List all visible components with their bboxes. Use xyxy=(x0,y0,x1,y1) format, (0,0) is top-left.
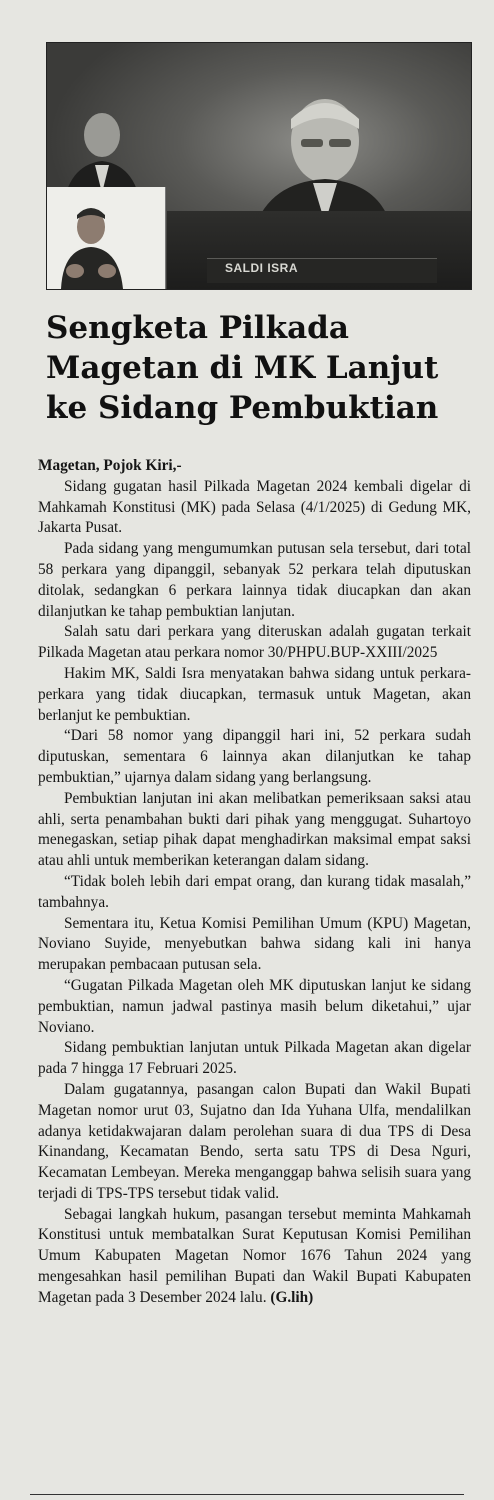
dateline: Magetan, Pojok Kiri,- xyxy=(38,457,182,474)
paragraph: Hakim MK, Saldi Isra menyatakan bahwa sidang untuk perkara-perkara yang tidak diucapkan, termasuk untuk Magetan, akan berlanjut ke pembuktian. xyxy=(38,664,471,724)
paragraph: Pada sidang yang mengumumkan putusan sela tersebut, dari total 58 perkara yang dipanggil, sebanyak 52 perkara telah diputuskan ditolak, sedangkan 6 perkara lainnya tidak diucapkan dan akan dilanjutkan ke tahap pembuktian lanjutan. xyxy=(38,540,471,620)
paragraph: “Gugatan Pilkada Magetan oleh MK diputuskan lanjut ke sidang pembuktian, namun jadwal pastinya masih belum diketahui,” ujar Noviano. xyxy=(38,976,471,1036)
paragraph: “Tidak boleh lebih dari empat orang, dan kurang tidak masalah,” tambahnya. xyxy=(38,872,471,911)
bottom-rule xyxy=(30,1494,464,1495)
paragraph: Sidang pembuktian lanjutan untuk Pilkada Magetan akan digelar pada 7 hingga 17 Februari 2025. xyxy=(38,1039,471,1078)
paragraph: Dalam gugatannya, pasangan calon Bupati dan Wakil Bupati Magetan nomor urut 03, Sujatno dan Ida Yuhana Ulfa, mendalilkan adanya ketidakwajaran dalam perolehan suara di dua TPS di Desa Kinandang, Kecamatan Bendo, serta satu TPS di Desa Nguri, Kecamatan Lembeyan. Mereka menganggap bahwa selisih suara yang terjadi di TPS-TPS tersebut tidak valid. xyxy=(38,1080,471,1202)
paragraph: Pembuktian lanjutan ini akan melibatkan pemeriksaan saksi atau ahli, serta penambahan bukti dari pihak yang menggugat. Suhartoyo menegaskan, setiap pihak dapat menghadirkan maksimal empat saksi atau ahli untuk memberikan keterangan dalam sidang. xyxy=(38,789,471,870)
article-body xyxy=(38,456,471,1309)
sign-language-inset xyxy=(47,187,166,289)
paragraph: Sidang gugatan hasil Pilkada Magetan 2024 kembali digelar di Mahkamah Konstitusi (MK) pada Selasa (4/1/2025) di Gedung MK, Jakarta Pusat. xyxy=(38,477,471,537)
news-photo xyxy=(46,42,472,290)
paragraph-text: Sebagai langkah hukum, pasangan tersebut meminta Mahkamah Konstitusi untuk membatalkan Surat Keputusan Komisi Pemilihan Umum Kabupaten Magetan Nomor 1676 Tahun 2024 yang mengesahkan hasil pemilihan Bupati dan Wakil Bupati Kabupaten Magetan pada 3 Desember 2024 lalu. xyxy=(38,1205,471,1306)
paragraph: Sementara itu, Ketua Komisi Pemilihan Umum (KPU) Magetan, Noviano Suyide, menyebutkan bahwa sidang kali ini hanya merupakan pembacaan putusan sela. xyxy=(38,914,471,974)
paragraph: “Dari 58 nomor yang dipanggil hari ini, 52 perkara sudah diputuskan, sementara 6 lainnya akan dilanjutkan ke tahap pembuktian,” ujarnya dalam sidang yang berlangsung. xyxy=(38,727,471,786)
photo-caption: SALDI ISRA xyxy=(225,261,299,275)
interpreter-figure xyxy=(47,187,165,289)
paragraph: Salah satu dari perkara yang diteruskan adalah gugatan terkait Pilkada Magetan atau perkara nomor 30/PHPU.BUP-XXIII/2025 xyxy=(38,623,471,662)
headline: Sengketa Pilkada Magetan di MK Lanjut ke Sidang Pembuktian xyxy=(46,310,439,426)
paragraph-last xyxy=(38,1205,471,1309)
author-credit: (G.lih) xyxy=(270,1288,314,1306)
